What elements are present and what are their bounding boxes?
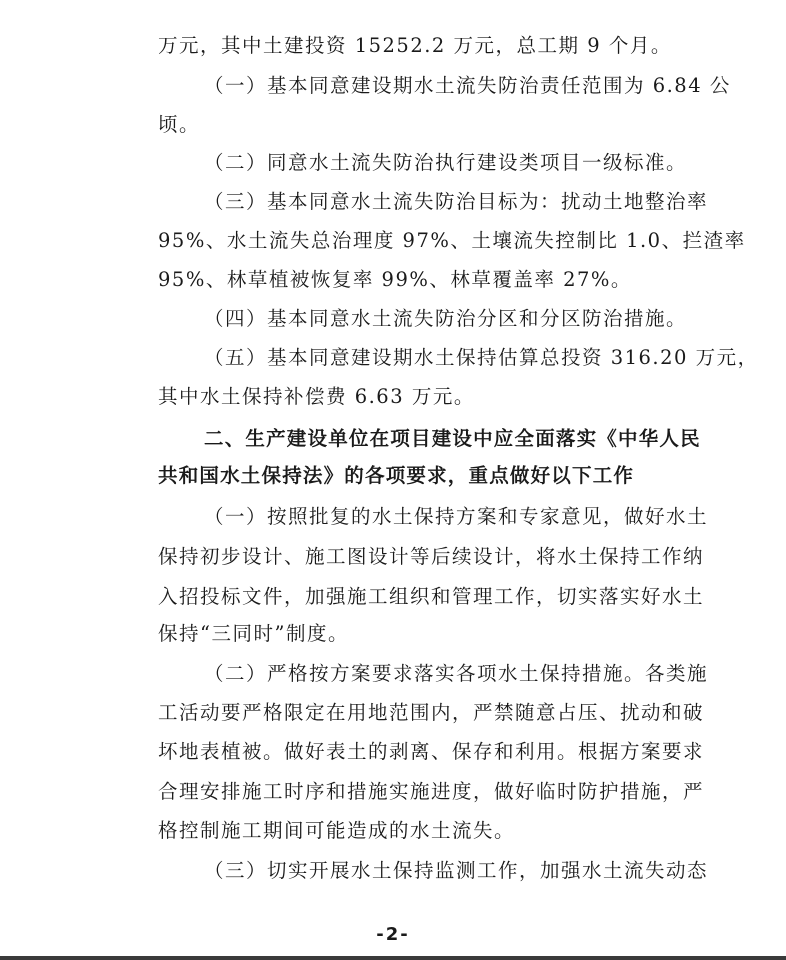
text-line: （三）切实开展水土保持监测工作，加强水土流失动态 xyxy=(204,859,709,882)
text-line: （二）同意水土流失防治执行建设类项目一级标准。 xyxy=(204,151,688,174)
section-heading-line: 共和国水土保持法》的各项要求，重点做好以下工作 xyxy=(158,464,635,487)
text-line: 顷。 xyxy=(158,113,201,136)
text-line: 95%、水土流失总治理度 97%、土壤流失控制比 1.0、拦渣率 xyxy=(158,229,746,252)
section-heading-line: 二、生产建设单位在项目建设中应全面落实《中华人民 xyxy=(204,427,701,450)
text-line: 入招投标文件，加强施工组织和管理工作，切实落实好水土 xyxy=(158,585,705,608)
text-line: 保持“三同时”制度。 xyxy=(158,622,349,645)
text-line: 坏地表植被。做好表土的剥离、保存和利用。根据方案要求 xyxy=(158,740,705,763)
text-line: （一）基本同意建设期水土流失防治责任范围为 6.84 公 xyxy=(204,74,731,97)
text-line: （五）基本同意建设期水土保持估算总投资 316.20 万元， xyxy=(204,346,759,369)
text-line: 万元，其中土建投资 15252.2 万元，总工期 9 个月。 xyxy=(158,34,672,57)
page-number: -2- xyxy=(376,924,410,945)
text-line: （四）基本同意水土流失防治分区和分区防治措施。 xyxy=(204,307,688,330)
text-line: 工活动要严格限定在用地范围内，严禁随意占压、扰动和破 xyxy=(158,701,705,724)
text-line: （三）基本同意水土流失防治目标为：扰动土地整治率 xyxy=(204,190,709,213)
text-line: 格控制施工期间可能造成的水土流失。 xyxy=(158,819,516,842)
text-line: 95%、林草植被恢复率 99%、林草覆盖率 27%。 xyxy=(158,268,632,291)
text-line: （二）严格按方案要求落实各项水土保持措施。各类施 xyxy=(204,662,709,685)
text-line: 合理安排施工时序和措施实施进度，做好临时防护措施，严 xyxy=(158,780,705,803)
text-line: 其中水土保持补偿费 6.63 万元。 xyxy=(158,385,475,408)
text-line: 保持初步设计、施工图设计等后续设计，将水土保持工作纳 xyxy=(158,545,705,568)
scan-bottom-edge xyxy=(0,956,786,960)
text-line: （一）按照批复的水土保持方案和专家意见，做好水土 xyxy=(204,505,709,528)
